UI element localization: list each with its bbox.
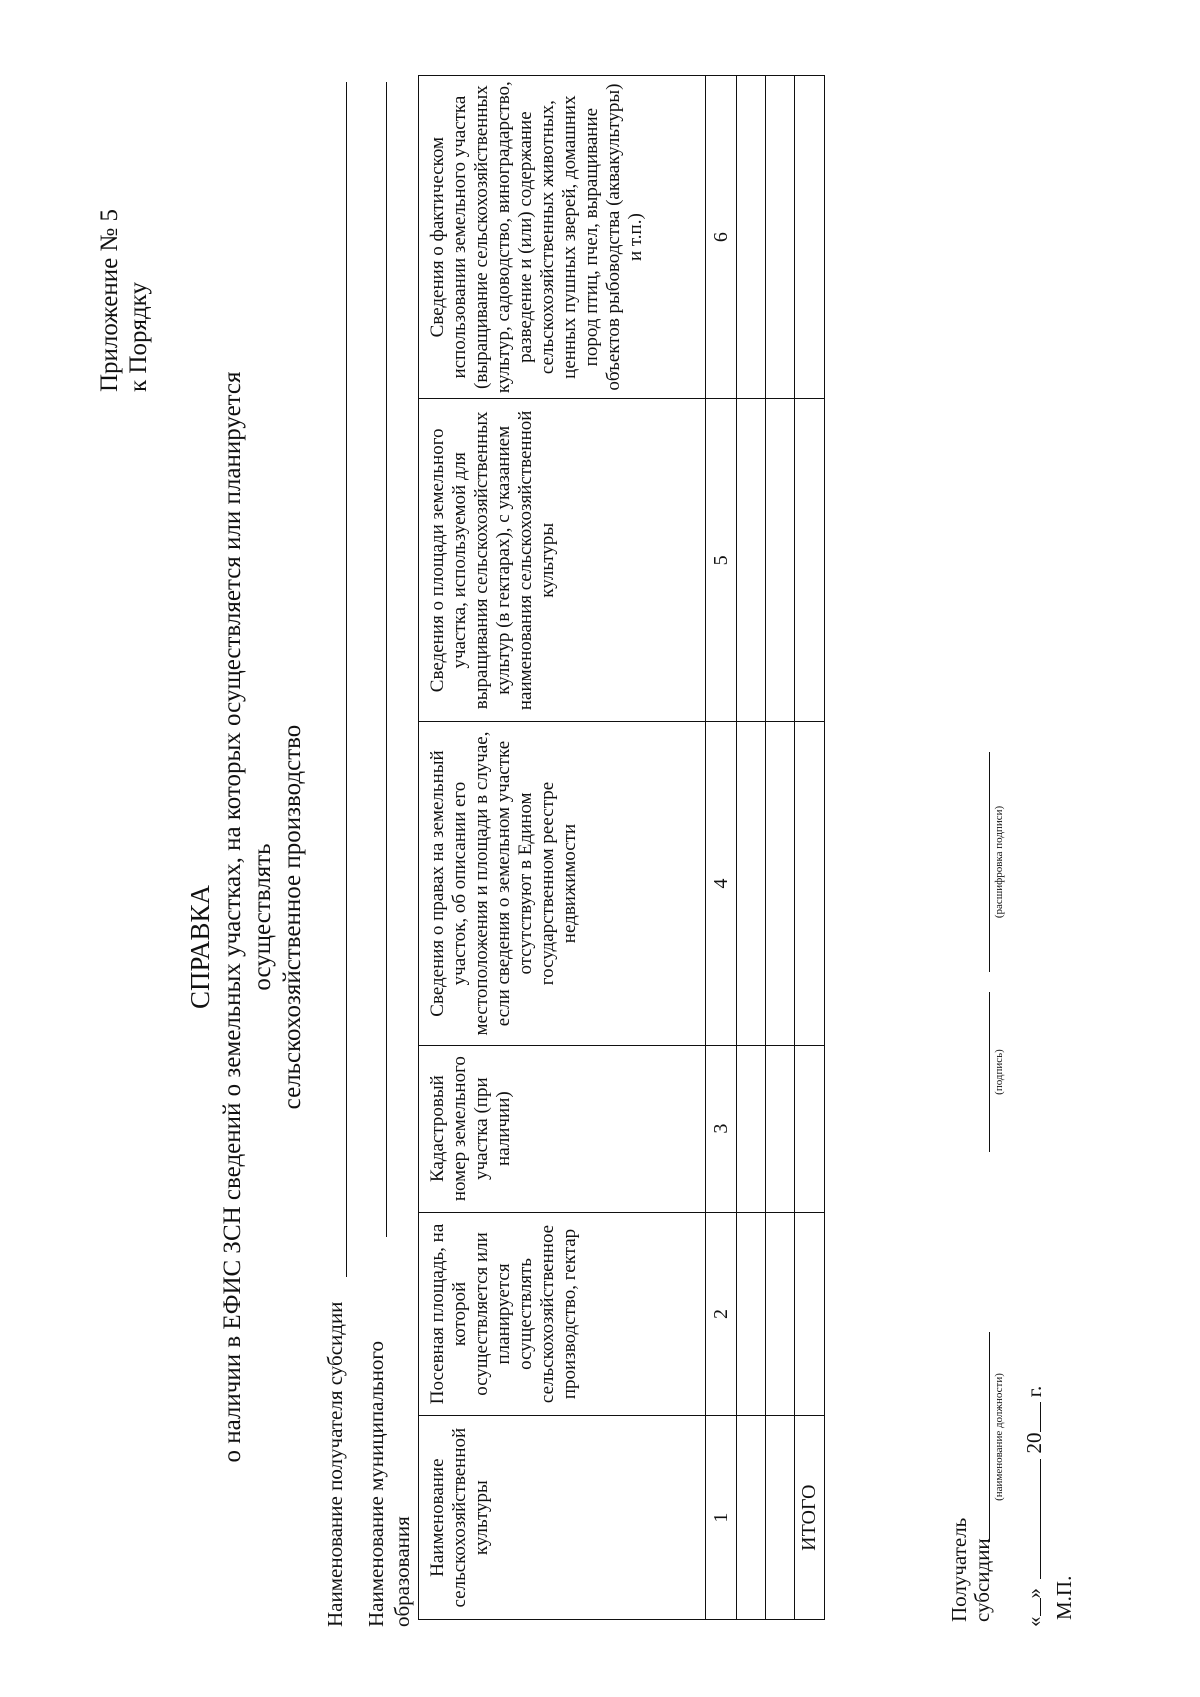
header-crop-name: Наименование сельскохозяйственной культуры bbox=[419, 1416, 706, 1620]
table-cell[interactable] bbox=[766, 399, 795, 722]
municipality-label bbox=[363, 1341, 415, 1627]
table-total-row bbox=[795, 76, 825, 1620]
header-cadastral-number: Кадастровый номер земельного участка (при наличии) bbox=[419, 1045, 706, 1212]
document-subtitle bbox=[218, 337, 308, 1497]
table-cell[interactable] bbox=[737, 1212, 766, 1416]
table-cell[interactable] bbox=[766, 1416, 795, 1620]
date-row bbox=[1022, 1386, 1047, 1627]
appendix-note bbox=[95, 209, 153, 392]
header-actual-use: Сведения о фактическом использовании земельного участка (выращивание сельскохозяйственных культур, садоводство, виноградарство, разведение и (или) содержание сельскохозяйственных животных, ценных пушных зверей, домашних пород птиц, пчел, выращивание объектов рыбоводства (аквакультуры) и т.п.) bbox=[419, 76, 706, 399]
month-fill-line[interactable] bbox=[1040, 1459, 1041, 1579]
table-cell[interactable] bbox=[737, 76, 766, 399]
total-cell[interactable] bbox=[795, 1212, 825, 1416]
table-cell[interactable] bbox=[766, 1045, 795, 1212]
total-cell[interactable] bbox=[795, 399, 825, 722]
table-number-row bbox=[706, 76, 737, 1620]
recipient-signature-label bbox=[948, 1518, 994, 1622]
decoding-caption: (расшифровка подписи) bbox=[993, 805, 1005, 919]
table-cell[interactable] bbox=[737, 722, 766, 1045]
table-cell[interactable] bbox=[766, 722, 795, 1045]
recipient-name-fill-line[interactable] bbox=[346, 82, 347, 1277]
total-cell[interactable] bbox=[795, 1045, 825, 1212]
municipality-label-line-1: Наименование муниципального bbox=[364, 1341, 388, 1627]
municipality-fill-line[interactable] bbox=[386, 82, 387, 1237]
total-label: ИТОГО bbox=[795, 1416, 825, 1620]
document-title: СПРАВКА bbox=[185, 884, 215, 1010]
total-cell[interactable] bbox=[795, 722, 825, 1045]
column-number-4: 4 bbox=[706, 722, 737, 1045]
table-cell[interactable] bbox=[766, 76, 795, 399]
table-row bbox=[766, 76, 795, 1620]
column-number-2: 2 bbox=[706, 1212, 737, 1416]
recipient-name-label: Наименование получателя субсидии bbox=[323, 1301, 347, 1627]
appendix-number: Приложение № 5 bbox=[96, 208, 123, 392]
year-suffix: г. bbox=[1022, 1385, 1046, 1398]
header-cultivation-area: Сведения о площади земельного участка, используемой для выращивания сельскохозяйственных культур (в гектарах), с указанием наименования сельскохозяйственной культуры bbox=[419, 399, 706, 722]
table-cell[interactable] bbox=[737, 1416, 766, 1620]
day-fill-line[interactable] bbox=[1040, 1599, 1041, 1617]
appendix-reference: к Порядку bbox=[125, 282, 152, 392]
signature-caption: (подпись) bbox=[993, 1049, 1005, 1095]
position-caption: (наименование должности) bbox=[993, 1373, 1005, 1501]
table-header-row bbox=[419, 76, 706, 1620]
table-row bbox=[737, 76, 766, 1620]
land-plots-table bbox=[418, 75, 825, 1620]
table-cell[interactable] bbox=[737, 1045, 766, 1212]
date-close-quote: » bbox=[1022, 1588, 1046, 1599]
column-number-5: 5 bbox=[706, 399, 737, 722]
year-fill-line[interactable] bbox=[1040, 1403, 1041, 1433]
column-number-3: 3 bbox=[706, 1045, 737, 1212]
municipality-label-line-2: образования bbox=[390, 1516, 414, 1627]
recipient-label-line-2: субсидии bbox=[970, 1538, 994, 1622]
header-sown-area: Посевная площадь, на которой осуществляется или планируется осуществлять сельскохозяйственное производство, гектар bbox=[419, 1212, 706, 1416]
position-fill-line[interactable] bbox=[989, 1332, 990, 1542]
column-number-1: 1 bbox=[706, 1416, 737, 1620]
table-cell[interactable] bbox=[766, 1212, 795, 1416]
seal-place: М.П. bbox=[1052, 1575, 1076, 1620]
table-cell[interactable] bbox=[737, 399, 766, 722]
date-open-quote: « bbox=[1022, 1616, 1046, 1627]
column-number-6: 6 bbox=[706, 76, 737, 399]
year-prefix: 20 bbox=[1022, 1432, 1046, 1454]
subtitle-line-2: сельскохозяйственное производство bbox=[279, 724, 306, 1110]
subtitle-line-1: о наличии в ЕФИС ЗСН сведений о земельных участках, на которых осуществляется или планируется осуществлять bbox=[219, 371, 276, 1463]
header-land-rights: Сведения о правах на земельный участок, об описании его местоположения и площади в случае, если сведения о земельном участке отсутствуют в Едином государственном реестре недвижимости bbox=[419, 722, 706, 1045]
total-cell[interactable] bbox=[795, 76, 825, 399]
signature-fill-line[interactable] bbox=[989, 992, 990, 1152]
recipient-label-line-1: Получатель bbox=[947, 1517, 971, 1622]
decoding-fill-line[interactable] bbox=[989, 752, 990, 972]
